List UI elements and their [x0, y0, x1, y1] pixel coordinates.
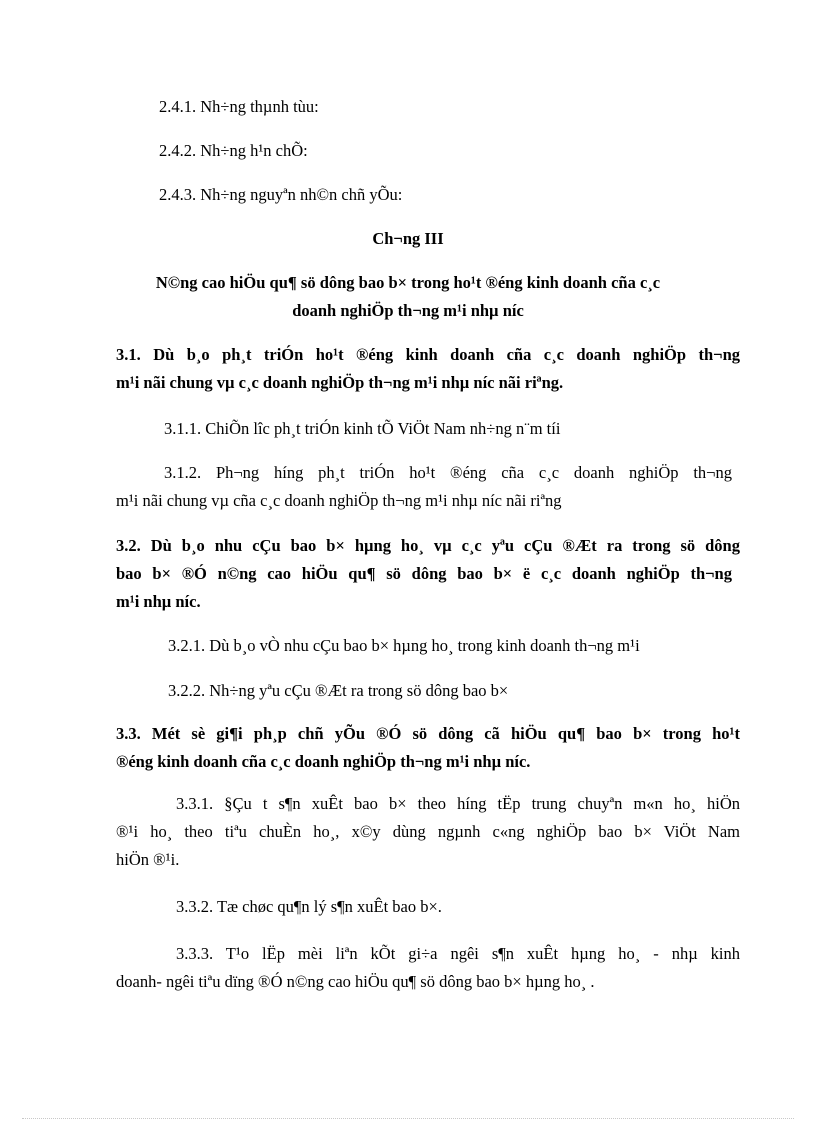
page-bottom-divider [22, 1118, 794, 1119]
toc-item-2-4-3: 2.4.3. Nh÷ng nguyªn nh©n chñ yÕu: [159, 185, 403, 204]
chapter-title-line-2: doanh nghiÖp th¬ng m¹i nhµ níc [292, 301, 524, 320]
section-3-2-heading-line-2: bao b× ®Ó n©ng cao hiÖu qu¶ sö dông bao b× ë c¸c doanh nghiÖp th¬ng [116, 564, 732, 583]
toc-item-3-3-3-line-1: 3.3.3. T¹o lËp mèi liªn kÕt gi÷a ngêi s¶n xuÊt hµng ho¸ - nhµ kinh [176, 944, 740, 963]
section-3-2-heading-line-1: 3.2. Dù b¸o nhu cÇu bao b× hµng ho¸ vµ c¸c yªu cÇu ®Æt ra trong sö dông [116, 536, 740, 555]
section-3-3-heading-line-1: 3.3. Mét sè gi¶i ph¸p chñ yÕu ®Ó sö dông cã hiÖu qu¶ bao b× trong ho¹t [116, 724, 740, 743]
toc-item-2-4-1: 2.4.1. Nh÷ng thµnh tùu: [159, 97, 319, 116]
toc-item-3-3-1-line-2: ®¹i ho¸ theo tiªu chuÈn ho¸, x©y dùng ngµnh c«ng nghiÖp bao b× ViÖt Nam [116, 822, 740, 841]
toc-item-3-3-1-line-3: hiÖn ®¹i. [116, 850, 180, 869]
section-3-2-heading-line-3: m¹i nhµ níc. [116, 592, 201, 611]
section-3-1-heading-line-1: 3.1. Dù b¸o ph¸t triÓn ho¹t ®éng kinh doanh cña c¸c doanh nghiÖp th¬ng [116, 345, 740, 364]
toc-item-3-2-2: 3.2.2. Nh÷ng yªu cÇu ®Æt ra trong sö dông bao b× [168, 681, 509, 700]
toc-item-3-1-2-line-2: m¹i nãi chung vµ cña c¸c doanh nghiÖp th¬ng m¹i nhµ níc nãi riªng [116, 491, 562, 510]
toc-item-3-3-1-line-1: 3.3.1. §Çu t s¶n xuÊt bao b× theo híng tËp trung chuyªn m«n ho¸ hiÖn [176, 794, 740, 813]
toc-item-3-1-1: 3.1.1. ChiÕn lîc ph¸t triÓn kinh tÕ ViÖt Nam nh÷ng n¨m tíi [164, 419, 561, 438]
toc-item-2-4-2: 2.4.2. Nh÷ng h¹n chÕ: [159, 141, 308, 160]
toc-item-3-1-2-line-1: 3.1.2. Ph¬ng híng ph¸t triÓn ho¹t ®éng cña c¸c doanh nghiÖp th¬ng [164, 463, 732, 482]
section-3-3-heading-line-2: ®éng kinh doanh cña c¸c doanh nghiÖp th¬ng m¹i nhµ níc. [116, 752, 531, 771]
toc-item-3-3-3-line-2: doanh- ngêi tiªu dïng ®Ó n©ng cao hiÖu qu¶ sö dông bao b× hµng ho¸ . [116, 972, 595, 991]
toc-item-3-2-1: 3.2.1. Dù b¸o vÒ nhu cÇu bao b× hµng ho¸ trong kinh doanh th¬ng m¹i [168, 636, 640, 655]
chapter-title-line-1: N©ng cao hiÖu qu¶ sö dông bao b× trong ho¹t ®éng kinh doanh cña c¸c [155, 273, 661, 292]
section-3-1-heading-line-2: m¹i nãi chung vµ c¸c doanh nghiÖp th¬ng m¹i nhµ níc nãi riªng. [116, 373, 564, 392]
toc-item-3-3-2: 3.3.2. Tæ chøc qu¶n lý s¶n xuÊt bao b×. [176, 897, 442, 916]
chapter-heading: Ch¬ng III [372, 229, 444, 248]
